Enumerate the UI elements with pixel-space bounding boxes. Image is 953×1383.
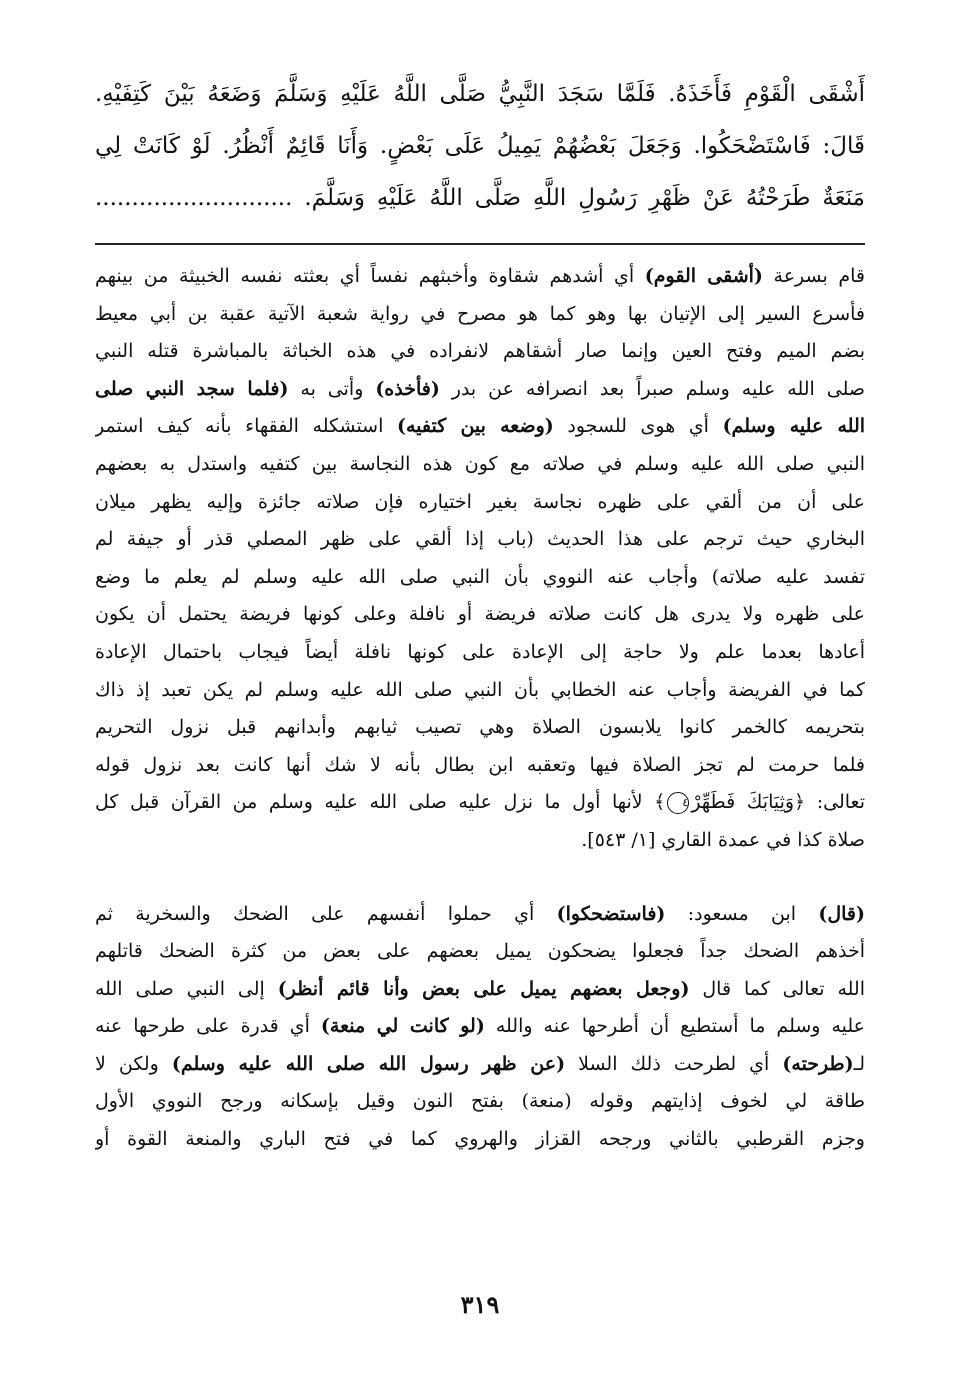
quoted-phrase: (لو كانت لي منعة) [320, 1015, 485, 1038]
commentary-line: كما في الفريضة وأجاب عنه الخطابي بأن النبي صلى الله عليه وسلم لم يكن تعبد إذ ذاك [95, 678, 865, 701]
section-divider [95, 243, 865, 245]
commentary-line: طاقة لي لخوف إذايتهم وقوله (منعة) بفتح النون وقيل بإسكانه ورجح النووي الأول [95, 1090, 865, 1113]
hadith-line: مَنَعَةٌ طَرَحْتُهُ عَنْ ظَهْرِ رَسُولِ اللَّهِ صَلَّى اللَّهُ عَلَيْهِ وَسَلَّمَ. ........................... [95, 185, 865, 211]
commentary-line: على أن من ألقي على ظهره نجاسة بغير اختياره فإن صلاته جائزة وإليه يظهر ميلان [95, 490, 865, 513]
commentary-line: على ظهره ولا يدرى هل كانت صلاته فريضة أو نافلة وعلى كونها فريضة يحتمل أن يكون [95, 603, 865, 626]
quoted-phrase: (قال) [818, 902, 865, 925]
quoted-phrase: (أشقى القوم) [644, 265, 763, 287]
commentary-line: بضم الميم وفتح العين وإنما صار أشقاهم لانفراده في هذه الخباثة بالمباشرة قتله النبي [95, 340, 865, 363]
commentary-line: (قال) ابن مسعود: (فاستضحكوا) أي حملوا أنفسهم على الضحك والسخرية ثم [95, 902, 865, 925]
verse-number-icon: ٤ [667, 792, 689, 814]
quoted-phrase: (عن ظهر رسول الله صلى الله عليه وسلم) [171, 1052, 566, 1075]
commentary-line: تفسد عليه صلاته) وأجاب عنه النووي بأن النبي صلى الله عليه وسلم لم يعلم ما وضع [95, 565, 865, 588]
quoted-phrase: (وجعل بعضهم يميل على بعض وأنا قائم أنظر) [277, 977, 690, 1000]
commentary-line: فأسرع السير إلى الإتيان بها وهو كما هو مصرح في رواية شعبة الآتية عقبة بن أبي معيط [95, 302, 865, 325]
commentary-line: أعادها بعدما علم ولا حاجة إلى الإعادة على كونها نافلة أيضاً فيجاب باحتمال الإعادة [95, 640, 865, 663]
commentary-line: الله عليه وسلم) أي هوى للسجود (وضعه بين كتفيه) استشكله الفقهاء بأنه كيف استمر [95, 415, 865, 438]
quoted-phrase: (فلما سجد النبي صلى [95, 377, 289, 400]
commentary-line: صلى الله عليه وسلم صبراً بعد انصرافه عن بدر (فأخذه) وأتى به (فلما سجد النبي صلى [95, 377, 865, 400]
quran-verse: ﴿وَثِيَابَكَ فَطَهِّرْ٤﴾ [654, 791, 806, 814]
commentary-line: قام بسرعة (أشقى القوم) أي أشدهم شقاوة وأخبثهم نفساً أي بعثته نفسه الخبيثة من بينهم [95, 265, 865, 287]
commentary-line: فلما حرمت لم تجز الصلاة فيها وتعقبه ابن بطال بأنه لا شك أنها كانت بعد نزول قوله [95, 753, 865, 776]
hadith-line: قَالَ: فَاسْتَضْحَكُوا. وَجَعَلَ بَعْضُهُمْ يَمِيلُ عَلَى بَعْضٍ. وَأَنَا قَائِمٌ أَنْظُرُ. لَوْ كَانَتْ لِي [95, 133, 865, 159]
quoted-phrase: الله عليه وسلم) [722, 415, 865, 438]
commentary-line: بتحريمه كالخمر كانوا يلابسون الصلاة وهي تصيب ثيابهم وأبدانهم قبل نزول التحريم [95, 716, 865, 739]
commentary-line: النبي صلى الله عليه وسلم في صلاته مع كون هذه النجاسة بين كتفيه واستدل به بعضهم [95, 452, 865, 475]
quoted-phrase: (وضعه بين كتفيه) [396, 415, 554, 438]
quoted-phrase: (فاستضحكوا) [556, 902, 666, 925]
hadith-text [95, 68, 865, 224]
commentary-line: عليه وسلم ما أستطيع أن أطرحها عنه والله (لو كانت لي منعة) أي قدرة على طرحها عنه [95, 1015, 865, 1038]
commentary [95, 258, 865, 1159]
book-page [95, 0, 865, 1383]
quoted-phrase: (فأخذه) [375, 377, 440, 400]
commentary-line: لـ(طرحته) أي لطرحت ذلك السلا (عن ظهر رسول الله صلى الله عليه وسلم) ولكن لا [95, 1052, 865, 1075]
commentary-line: تعالى: ﴿وَثِيَابَكَ فَطَهِّرْ٤﴾ لأنها أول ما نزل عليه صلى الله عليه وسلم من القرآن قبل كل [95, 791, 865, 814]
commentary-line: أخذهم الضحك جداً فجعلوا يضحكون يميل بعضهم على بعض من كثرة الضحك قاتلهم [95, 940, 865, 963]
commentary-line: صلاة كذا في عمدة القاري [١/ ٥٤٣]. [581, 828, 865, 851]
commentary-line: الله تعالى كما قال (وجعل بعضهم يميل على بعض وأنا قائم أنظر) إلى النبي صلى الله [95, 977, 865, 1000]
commentary-line: وجزم القرطبي بالثاني ورجحه القزاز والهروي كما في فتح الباري والمنعة القوة أو [95, 1128, 865, 1151]
hadith-line: أَشْقَى الْقَوْمِ فَأَخَذَهُ. فَلَمَّا سَجَدَ النَّبِيُّ صَلَّى اللَّهُ عَلَيْهِ وَسَلَّمَ وَضَعَهُ بَيْنَ كَتِفَيْهِ. [95, 81, 865, 107]
page-number: ٣١٩ [460, 1290, 500, 1319]
commentary-line: البخاري حيث ترجم على هذا الحديث (باب إذا ألقي على ظهر المصلي قذر أو جيفة لم [95, 528, 865, 551]
quoted-phrase: (طرحته) [782, 1052, 854, 1075]
